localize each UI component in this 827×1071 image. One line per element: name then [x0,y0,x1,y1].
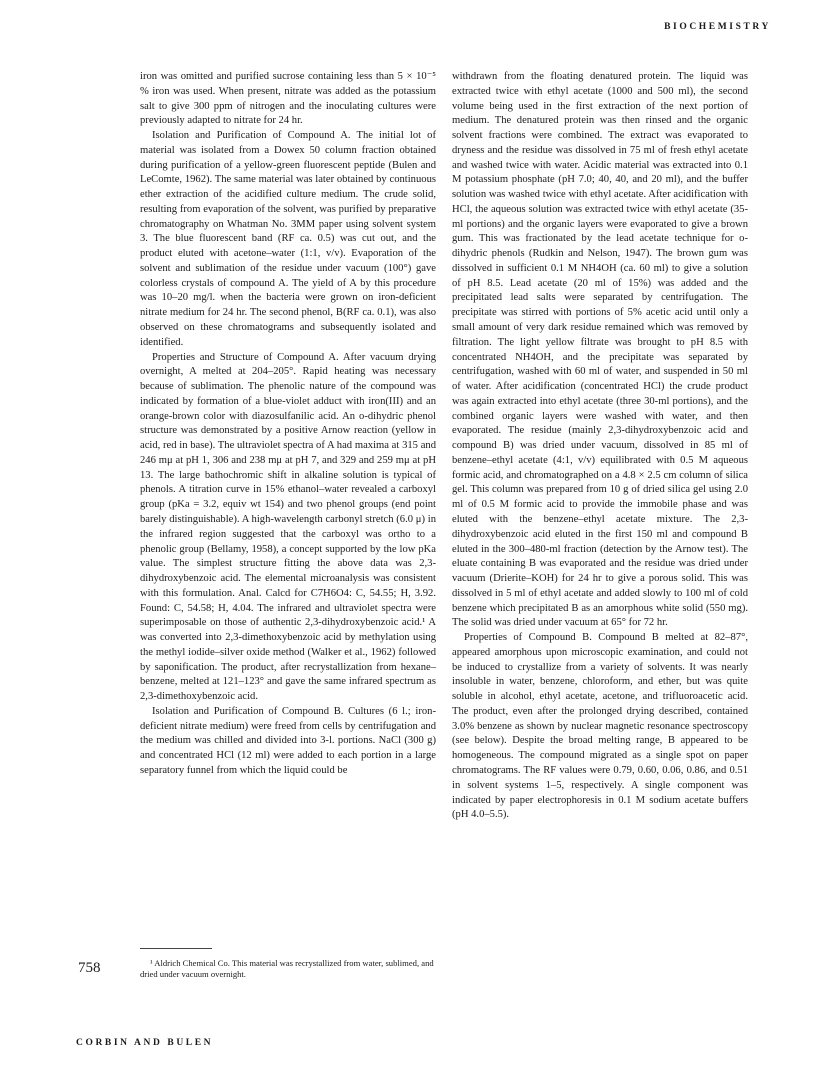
paragraph: Isolation and Purification of Compound A. The initial lot of material was isolated from a Dowex 50 column fraction obtained during purification of a yellow-green fluorescent peptide (Bulen and LeComte, 1962). The same material was later obtained by continuous ether extraction of the acidified culture medium. The crude solid, resulting from evaporation of the solvent, was purified by preparative chromatography on Whatman No. 3MM paper using solvent system 3. The blue fluorescent band (RF ca. 0.5) was cut out, and the product eluted with acetone–water (1:1, v/v). Evaporation of the solvent and sublimation of the residue under vacuum (100°) gave colorless crystals of compound A. The yield of A by this procedure was 10–20 mg/l. when the bacteria were grown on iron-deficient nitrate medium for 24 hr. The second phenol, B(RF ca. 0.1), was also observed on these chromatograms and subsequently isolated and identified. [140,130,436,348]
paragraph: withdrawn from the floating denatured protein. The liquid was extracted twice with ethyl acetate (1000 and 500 ml), the second volume being used in the first extraction of the next portion of medium. The denatured protein was then rinsed and the organic solvent fractions were combined. The extract was evaporated to dryness and the residue was dissolved in 75 ml of fresh ethyl acetate and washed twice with water. Acidic material was extracted into 0.1 M potassium phosphate (pH 7.0; 40, 40, and 20 ml), and the buffer solution was washed twice with ethyl acetate. After acidification with HCl, the aqueous solution was extracted twice with ethyl acetate (35-ml portions) and the organic layers were evaporated to give a brown gum. This was fractionated by the lead acetate technique for o-dihydric phenols (Rudkin and Nelson, 1947). The brown gum was dissolved in sufficient 0.1 M NH4OH (ca. 60 ml) to give a solution of pH 8.5. Lead acetate (20 ml of 15%) was added and the precipitated lead salts were separated by centrifugation. The precipitate was stirred with portions of 5% acetic acid until only a small amount of very dark residue remained which was removed by filtration. The light yellow filtrate was brought to pH 8.5 with concentrated NH4OH, and the precipitate was separated by centrifugation, washed with 60 ml of water, and suspended in 50 ml of water. After acidification (concentrated HCl) the crude product was again extracted into ethyl acetate (three 30-ml portions), and the combined organic layers were washed with water, and then evaporated. The residue (mainly 2,3-dihydroxybenzoic acid and compound B) was dried under vacuum, dissolved in 85 ml of benzene–ethyl acetate (4:1, v/v) equilibrated with 0.5 M aqueous formic acid, and chromatographed on a 4.8 × 2.5 cm column of silica gel. This column was prepared from 10 g of dried silica gel using 2.0 ml of 0.5 M formic acid to provide the immobile phase and was eluted with the benzene–ethyl acetate mixture. The 2,3-dihydroxybenzoic acid eluted in the first 150 ml and compound B eluted in the 300–480-ml fraction (detection by the Arnow test). The eluate containing B was evaporated and the residue was dried under vacuum (Drierite–KOH) for 24 hr to give a porous solid. This was dissolved in 5 ml of ethyl acetate and added slowly to 100 ml of cold benzene which precipitated B as an amorphous white solid (550 mg). The solid was dried under vacuum at 65° for 72 hr. [452,71,748,629]
right-column [452,70,748,823]
footnote-divider [140,948,212,949]
journal-header: BIOCHEMISTRY [664,22,771,32]
paragraph: Isolation and Purification of Compound B. Cultures (6 l.; iron-deficient nitrate medium) were freed from cells by centrifugation and the medium was chilled and divided into 3-l. portions. NaCl (300 g) and concentrated HCl (12 ml) were added to each portion in a large separatory funnel from which the liquid could be [140,705,436,776]
left-column [140,70,436,779]
paragraph: iron was omitted and purified sucrose containing less than 5 × 10⁻⁵ % iron was used. When present, nitrate was added as the potassium salt to give 300 ppm of nitrogen and the inoculating cultures were previously adapted to nitrate for 24 hr. [140,71,436,127]
author-footer: CORBIN AND BULEN [76,1038,214,1048]
paragraph: Properties of Compound B. Compound B melted at 82–87°, appeared amorphous upon microscopic examination, and could not be induced to crystallize from a variety of solvents. It was nearly insoluble in water, benzene, chloroform, and ether, but was quite soluble in alcohol, ethyl acetate, acetone, and trifluoroacetic acid. The product, even after the prolonged drying described, contained 3.0% benzene as shown by nuclear magnetic resonance spectroscopy (see below). Despite the broad melting range, B appeared to be homogeneous. The compound migrated as a single spot on paper chromatograms. The RF values were 0.79, 0.60, 0.06, 0.86, and 0.51 in solvent systems 1–5, respectively. A single component was indicated by paper electrophoresis in 0.1 M sodium acetate buffers (pH 4.0–5.5). [452,632,748,821]
page-number: 758 [78,960,101,976]
footnote: ¹ Aldrich Chemical Co. This material was recrystallized from water, sublimed, and dried under vacuum overnight. [140,958,434,980]
paragraph: Properties and Structure of Compound A. After vacuum drying overnight, A melted at 204–205°. Rapid heating was necessary because of sublimation. The phenolic nature of the compound was indicated by formation of a blue-violet adduct with iron(III) and an orange-brown color with diazosulfanilic acid. An o-dihydric phenol structure was demonstrated by a positive Arnow reaction (yellow in acid, red in base). The ultraviolet spectra of A had maxima at 315 and 246 mμ at pH 1, 306 and 238 mμ at pH 7, and 329 and 259 mμ at pH 13. The large bathochromic shift in alkaline solution is typical of phenols. A titration curve in 15% ethanol–water revealed a carboxyl group (pKa = 3.2, equiv wt 154) and two phenol groups (end point barely distinguishable). A high-wavelength carbonyl stretch (6.0 μ) in the infrared region suggested that the carboxyl was ortho to a phenolic group (Bellamy, 1958), a concept supported by the low pKa value. The simplest structure fitting the above data was 2,3-dihydroxybenzoic acid. The elemental microanalysis was consistent with this formulation. Anal. Calcd for C7H6O4: C, 54.55; H, 3.92. Found: C, 54.58; H, 4.04. The infrared and ultraviolet spectra were superimposable on those of authentic 2,3-dihydroxybenzoic acid.¹ A was converted into 2,3-dimethoxybenzoic acid by methylation using the methyl iodide–silver oxide method (Walker et al., 1962) followed by saponification. The product, after recrystallization from hexane–benzene, melted at 121–123° and gave the same infrared spectrum as 2,3-dimethoxybenzoic acid. [140,351,436,703]
